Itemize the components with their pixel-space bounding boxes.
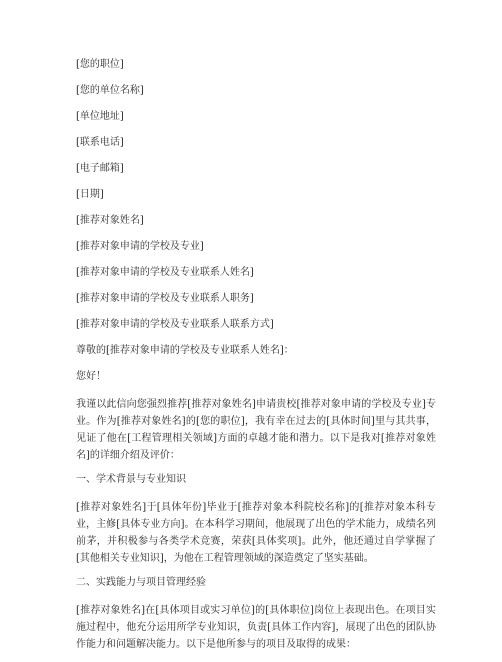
- section-1-paragraph: [推荐对象姓名]于[具体年份]毕业于[推荐对象本科院校名称]的[推荐对象本科专业，主修[具体专业方向]。在本科学习期间，他展现了出色的学术能力，成绩名列前茅，并积极参与各类学术竞赛，荣获[具体奖项]。此外，他还通过自学掌握了[其他相关专业知识]，为他在工程管理领域的深造奠定了坚实基础。: [76, 502, 436, 564]
- target-school-major: [推荐对象申请的学校及专业]: [76, 241, 204, 252]
- sender-organization: [您的单位名称]: [76, 85, 144, 96]
- section-2-heading: 二、实践能力与项目管理经验: [76, 577, 206, 588]
- recommendation-letter: [76, 58, 436, 662]
- contact-person-title: [推荐对象申请的学校及专业联系人职务]: [76, 293, 254, 304]
- date: [日期]: [76, 189, 104, 200]
- contact-person-info: [推荐对象申请的学校及专业联系人联系方式]: [76, 319, 274, 330]
- section-1-heading: 一、学术背景与专业知识: [76, 474, 186, 485]
- section-2-paragraph: [推荐对象姓名]在[具体项目或实习单位]的[具体职位]岗位上表现出色。在项目实施过程中，他充分运用所学专业知识，负责[具体工作内容]，展现了出色的团队协作能力和问题解决能力。以下是他所参与的项目及取得的成果：: [76, 605, 436, 650]
- organization-address: [单位地址]: [76, 111, 124, 122]
- intro-paragraph: 我谨以此信向您强烈推荐[推荐对象姓名]申请贵校[推荐对象申请的学校及专业]专业。作为[推荐对象姓名]的[您的职位]，我有幸在过去的[具体时间]里与其共事，见证了他在[工程管理相关领域]方面的卓越才能和潜力。以下是我对[推荐对象姓名]的详细介绍及评价：: [76, 399, 436, 461]
- email: [电子邮箱]: [76, 163, 124, 174]
- candidate-name: [推荐对象姓名]: [76, 215, 144, 226]
- greeting: 您好！: [76, 371, 106, 382]
- salutation: 尊敬的[推荐对象申请的学校及专业联系人姓名]：: [76, 345, 294, 356]
- sender-position: [您的职位]: [76, 59, 124, 70]
- contact-phone: [联系电话]: [76, 137, 124, 148]
- contact-person-name: [推荐对象申请的学校及专业联系人姓名]: [76, 267, 254, 278]
